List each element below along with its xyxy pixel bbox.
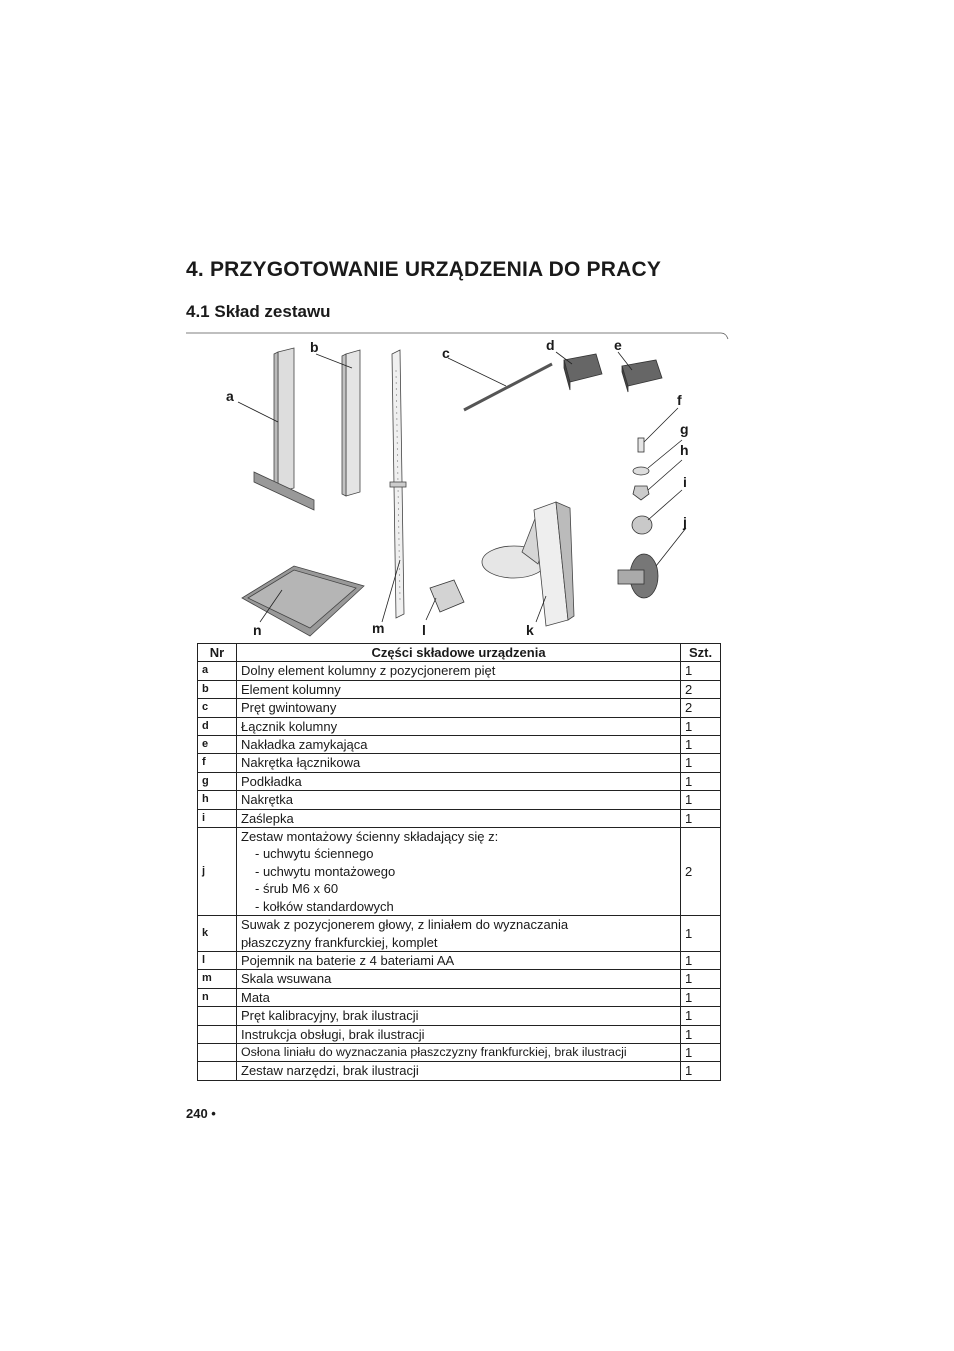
figure-label-l: l (422, 622, 426, 638)
figure-label-g: g (680, 421, 689, 437)
table-row (198, 1062, 721, 1080)
row-qty: 1 (681, 736, 721, 754)
row-qty: 1 (681, 951, 721, 969)
table-row (198, 662, 721, 680)
row-nr: m (198, 970, 237, 988)
row-sub-item: - uchwytu montażowego (255, 863, 396, 879)
figure-label-b: b (310, 339, 319, 355)
row-nr: h (198, 791, 237, 809)
row-nr: f (198, 754, 237, 772)
row-nr: n (198, 988, 237, 1006)
row-desc: Zestaw narzędzi, brak ilustracji (237, 1062, 681, 1080)
column-bottom-part (254, 348, 314, 510)
page-number: 240 • (186, 1106, 216, 1121)
table-header-row (198, 644, 721, 662)
row-desc-line: płaszczyzny frankfurckiej, komplet (241, 934, 438, 950)
row-nr: k (198, 916, 237, 952)
head-slider (482, 502, 574, 626)
row-nr: l (198, 951, 237, 969)
subsection-heading: 4.1 Skład zestawu (186, 302, 331, 321)
threaded-rod (464, 364, 552, 410)
figure-label-m: m (372, 620, 385, 636)
closing-cap (622, 360, 662, 386)
row-qty: 1 (681, 1007, 721, 1025)
table-row (198, 809, 721, 827)
row-nr: g (198, 772, 237, 790)
row-desc: Dolny element kolumny z pozycjonerem pięt (237, 662, 681, 680)
row-desc: Nakrętka łącznikowa (237, 754, 681, 772)
figure-label-a: a (226, 388, 234, 404)
row-desc (237, 916, 681, 952)
row-qty: 1 (681, 791, 721, 809)
figure-label-j: j (683, 514, 687, 530)
row-desc: Zaślepka (237, 809, 681, 827)
figure-label-n: n (253, 622, 262, 638)
row-desc-line: Zestaw montażowy ścienny składający się z: (241, 829, 499, 845)
row-nr: c (198, 699, 237, 717)
column-connector (564, 354, 602, 382)
row-desc: Instrukcja obsługi, brak ilustracji (237, 1025, 681, 1043)
row-desc: Nakładka zamykająca (237, 736, 681, 754)
row-nr (198, 1062, 237, 1080)
row-qty: 2 (681, 699, 721, 717)
row-desc: Podkładka (237, 772, 681, 790)
row-nr: d (198, 717, 237, 735)
column-element (342, 350, 360, 496)
row-desc: Mata (237, 988, 681, 1006)
row-qty: 1 (681, 772, 721, 790)
row-sub-item: - uchwytu ściennego (255, 846, 374, 862)
row-sub-item: - kołków standardowych (255, 898, 394, 914)
figure-label-h: h (680, 442, 689, 458)
table-row (198, 772, 721, 790)
figure-label-d: d (546, 337, 555, 353)
section-heading: 4. PRZYGOTOWANIE URZĄDZENIA DO PRACY (186, 258, 662, 281)
parts-drawing (186, 330, 730, 642)
row-desc: Łącznik kolumny (237, 717, 681, 735)
battery-box (430, 580, 464, 612)
row-qty: 1 (681, 809, 721, 827)
row-desc: Pręt kalibracyjny, brak ilustracji (237, 1007, 681, 1025)
table-row (198, 1025, 721, 1043)
table-row (198, 680, 721, 698)
row-qty: 1 (681, 1043, 721, 1061)
parts-table (197, 643, 721, 1081)
figure-label-e: e (614, 337, 622, 353)
row-desc: Skala wsuwana (237, 970, 681, 988)
table-row (198, 828, 721, 916)
table-row (198, 970, 721, 988)
figure-label-f: f (677, 392, 682, 408)
row-nr: e (198, 736, 237, 754)
table-row (198, 1007, 721, 1025)
row-nr (198, 1007, 237, 1025)
row-nr: i (198, 809, 237, 827)
row-qty: 1 (681, 662, 721, 680)
row-desc: Osłona liniału do wyznaczania płaszczyzny frankfurckiej, brak ilustracji (237, 1043, 681, 1061)
table-row (198, 754, 721, 772)
table-row (198, 699, 721, 717)
row-desc-line: Suwak z pozycjonerem głowy, z liniałem do wyznaczania (241, 917, 569, 933)
sliding-scale (390, 350, 406, 618)
row-qty: 1 (681, 717, 721, 735)
row-desc (237, 828, 681, 916)
row-nr (198, 1043, 237, 1061)
table-row (198, 736, 721, 754)
row-qty: 1 (681, 916, 721, 952)
row-qty: 1 (681, 754, 721, 772)
row-nr: b (198, 680, 237, 698)
parts-illustration (186, 330, 730, 642)
row-nr (198, 1025, 237, 1043)
row-desc: Element kolumny (237, 680, 681, 698)
table-row (198, 988, 721, 1006)
column-header-desc: Części składowe urządzenia (237, 644, 681, 662)
row-qty: 1 (681, 970, 721, 988)
figure-label-i: i (683, 474, 687, 490)
row-nr: j (198, 828, 237, 916)
row-qty: 1 (681, 1025, 721, 1043)
figure-label-k: k (526, 622, 534, 638)
table-row (198, 916, 721, 952)
table-row (198, 717, 721, 735)
row-qty: 1 (681, 1062, 721, 1080)
table-row (198, 951, 721, 969)
row-nr: a (198, 662, 237, 680)
row-qty: 2 (681, 680, 721, 698)
row-desc: Pojemnik na baterie z 4 bateriami AA (237, 951, 681, 969)
row-qty: 1 (681, 988, 721, 1006)
row-desc: Nakrętka (237, 791, 681, 809)
table-row (198, 1043, 721, 1061)
row-sub-item: - śrub M6 x 60 (255, 881, 339, 897)
column-header-nr: Nr (198, 644, 237, 662)
column-header-qty: Szt. (681, 644, 721, 662)
table-row (198, 791, 721, 809)
figure-label-c: c (442, 345, 450, 361)
row-desc: Pręt gwintowany (237, 699, 681, 717)
row-qty: 2 (681, 828, 721, 916)
